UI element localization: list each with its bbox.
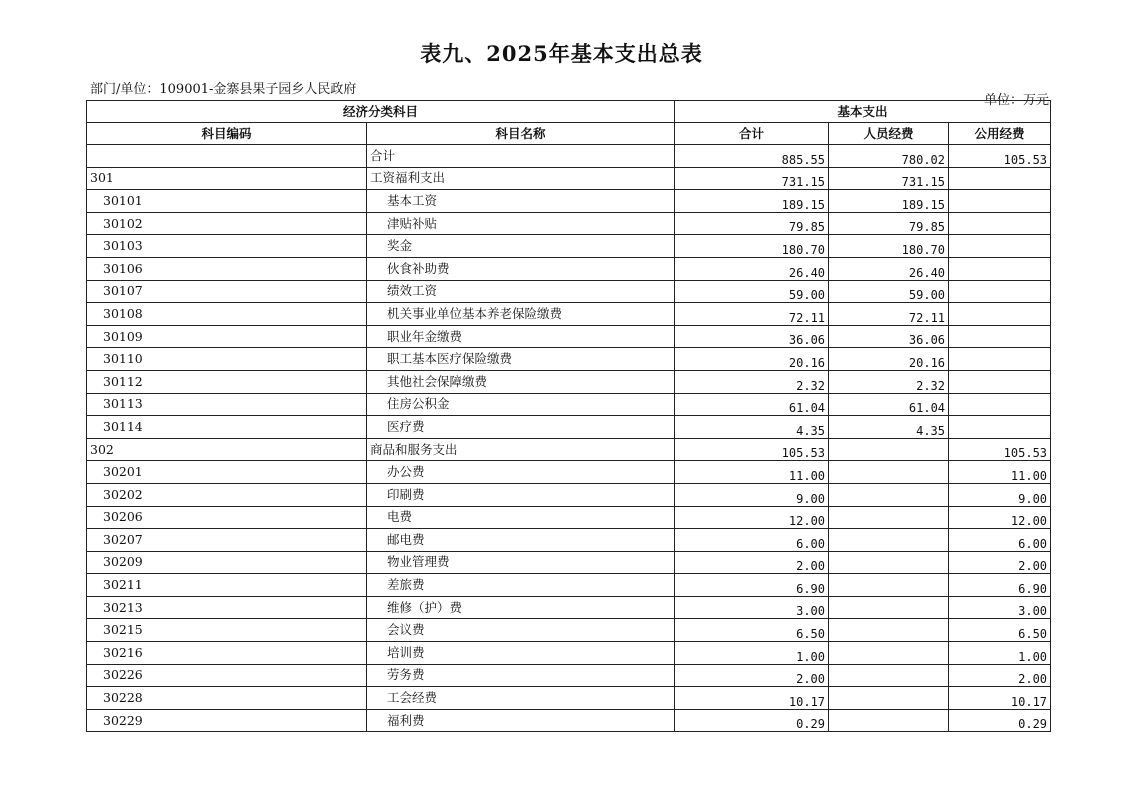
economic-class-header: 经济分类科目 [87,101,675,123]
cell-public: 12.00 [949,506,1051,529]
cell-public: 105.53 [949,145,1051,168]
cell-name: 差旅费 [367,574,675,597]
cell-personnel [829,438,949,461]
cell-personnel [829,596,949,619]
cell-code: 30101 [87,190,367,213]
cell-name: 奖金 [367,235,675,258]
cell-name: 津贴补贴 [367,212,675,235]
cell-public: 3.00 [949,596,1051,619]
cell-total: 180.70 [675,235,829,258]
table-row [87,574,1051,597]
cell-personnel: 189.15 [829,190,949,213]
cell-name: 维修（护）费 [367,596,675,619]
cell-public: 105.53 [949,438,1051,461]
table-row [87,167,1051,190]
cell-public [949,167,1051,190]
basic-expense-header: 基本支出 [675,101,1051,123]
cell-code: 30215 [87,619,367,642]
cell-name: 工资福利支出 [367,167,675,190]
table-row [87,619,1051,642]
cell-public [949,303,1051,326]
cell-name: 住房公积金 [367,393,675,416]
cell-code: 30209 [87,551,367,574]
cell-total: 4.35 [675,416,829,439]
table-row [87,529,1051,552]
cell-code: 30102 [87,212,367,235]
cell-personnel: 36.06 [829,325,949,348]
cell-personnel [829,664,949,687]
table-row [87,438,1051,461]
cell-code: 30107 [87,280,367,303]
basic-expense-table [86,100,1051,732]
cell-total: 2.00 [675,664,829,687]
cell-name: 电费 [367,506,675,529]
cell-total: 11.00 [675,461,829,484]
cell-code: 30202 [87,483,367,506]
cell-name: 福利费 [367,709,675,732]
cell-total: 0.29 [675,709,829,732]
table-row [87,483,1051,506]
cell-total: 26.40 [675,257,829,280]
cell-code: 30201 [87,461,367,484]
column-header-total: 合计 [675,123,829,145]
cell-public [949,235,1051,258]
group-header-row [87,101,1051,123]
cell-name: 机关事业单位基本养老保险缴费 [367,303,675,326]
cell-code: 30106 [87,257,367,280]
cell-total: 10.17 [675,687,829,710]
cell-code: 301 [87,167,367,190]
cell-total: 12.00 [675,506,829,529]
cell-code: 30226 [87,664,367,687]
cell-name: 绩效工资 [367,280,675,303]
cell-total: 1.00 [675,642,829,665]
cell-name: 医疗费 [367,416,675,439]
cell-name: 合计 [367,145,675,168]
cell-personnel [829,483,949,506]
cell-name: 职工基本医疗保险缴费 [367,348,675,371]
cell-total: 2.00 [675,551,829,574]
cell-code: 30206 [87,506,367,529]
cell-public: 6.90 [949,574,1051,597]
cell-personnel [829,709,949,732]
cell-name: 劳务费 [367,664,675,687]
cell-name: 工会经费 [367,687,675,710]
cell-name: 职业年金缴费 [367,325,675,348]
column-header-row [87,123,1051,145]
cell-total: 61.04 [675,393,829,416]
cell-code [87,145,367,168]
cell-total: 189.15 [675,190,829,213]
cell-code: 30229 [87,709,367,732]
cell-public: 1.00 [949,642,1051,665]
cell-name: 印刷费 [367,483,675,506]
table-row [87,416,1051,439]
table-row [87,212,1051,235]
cell-public [949,416,1051,439]
cell-total: 36.06 [675,325,829,348]
cell-public [949,190,1051,213]
cell-name: 商品和服务支出 [367,438,675,461]
cell-total: 79.85 [675,212,829,235]
cell-name: 会议费 [367,619,675,642]
cell-personnel: 780.02 [829,145,949,168]
cell-public [949,257,1051,280]
cell-code: 30207 [87,529,367,552]
cell-code: 30108 [87,303,367,326]
cell-total: 2.32 [675,370,829,393]
cell-public: 0.29 [949,709,1051,732]
table-row [87,642,1051,665]
table-row [87,370,1051,393]
cell-total: 6.90 [675,574,829,597]
cell-total: 731.15 [675,167,829,190]
table-row [87,145,1051,168]
cell-personnel: 61.04 [829,393,949,416]
cell-total: 6.50 [675,619,829,642]
cell-personnel: 59.00 [829,280,949,303]
cell-code: 30113 [87,393,367,416]
cell-code: 30211 [87,574,367,597]
cell-total: 105.53 [675,438,829,461]
cell-personnel: 731.15 [829,167,949,190]
cell-personnel: 4.35 [829,416,949,439]
cell-public: 2.00 [949,664,1051,687]
cell-public [949,212,1051,235]
cell-total: 3.00 [675,596,829,619]
cell-name: 办公费 [367,461,675,484]
cell-personnel [829,574,949,597]
table-row [87,596,1051,619]
cell-name: 邮电费 [367,529,675,552]
cell-total: 20.16 [675,348,829,371]
table-row [87,235,1051,258]
table-row [87,190,1051,213]
table-row [87,461,1051,484]
table-row [87,303,1051,326]
unit-label: 单位：万元 [983,93,1049,108]
cell-personnel: 79.85 [829,212,949,235]
cell-total: 9.00 [675,483,829,506]
cell-total: 72.11 [675,303,829,326]
cell-personnel [829,529,949,552]
cell-name: 培训费 [367,642,675,665]
column-header-personnel: 人员经费 [829,123,949,145]
cell-code: 30228 [87,687,367,710]
cell-public: 9.00 [949,483,1051,506]
cell-name: 物业管理费 [367,551,675,574]
cell-name: 其他社会保障缴费 [367,370,675,393]
cell-code: 30213 [87,596,367,619]
page-title: 表九、2025年基本支出总表 [420,41,703,66]
cell-personnel [829,506,949,529]
cell-personnel: 26.40 [829,257,949,280]
cell-public [949,393,1051,416]
cell-personnel [829,461,949,484]
cell-public: 6.00 [949,529,1051,552]
table-row [87,393,1051,416]
cell-total: 885.55 [675,145,829,168]
table-row [87,664,1051,687]
cell-public: 11.00 [949,461,1051,484]
cell-code: 30114 [87,416,367,439]
cell-personnel [829,619,949,642]
column-header-code: 科目编码 [87,123,367,145]
table-row [87,687,1051,710]
cell-name: 伙食补助费 [367,257,675,280]
cell-personnel [829,687,949,710]
cell-public: 10.17 [949,687,1051,710]
cell-total: 6.00 [675,529,829,552]
cell-public [949,280,1051,303]
cell-code: 30110 [87,348,367,371]
cell-public [949,325,1051,348]
table-row [87,506,1051,529]
cell-personnel: 20.16 [829,348,949,371]
cell-code: 30216 [87,642,367,665]
cell-public [949,370,1051,393]
table-row [87,709,1051,732]
table-row [87,280,1051,303]
cell-name: 基本工资 [367,190,675,213]
cell-code: 302 [87,438,367,461]
cell-code: 30112 [87,370,367,393]
cell-public: 2.00 [949,551,1051,574]
table-row [87,348,1051,371]
department-label: 部门/单位：109001-金寨县果子园乡人民政府 [90,82,357,97]
cell-personnel: 180.70 [829,235,949,258]
cell-public: 6.50 [949,619,1051,642]
cell-personnel: 2.32 [829,370,949,393]
cell-personnel [829,642,949,665]
table-row [87,325,1051,348]
table-row [87,257,1051,280]
cell-code: 30103 [87,235,367,258]
column-header-name: 科目名称 [367,123,675,145]
cell-code: 30109 [87,325,367,348]
cell-personnel: 72.11 [829,303,949,326]
table-row [87,551,1051,574]
cell-total: 59.00 [675,280,829,303]
cell-personnel [829,551,949,574]
column-header-public: 公用经费 [949,123,1051,145]
cell-public [949,348,1051,371]
